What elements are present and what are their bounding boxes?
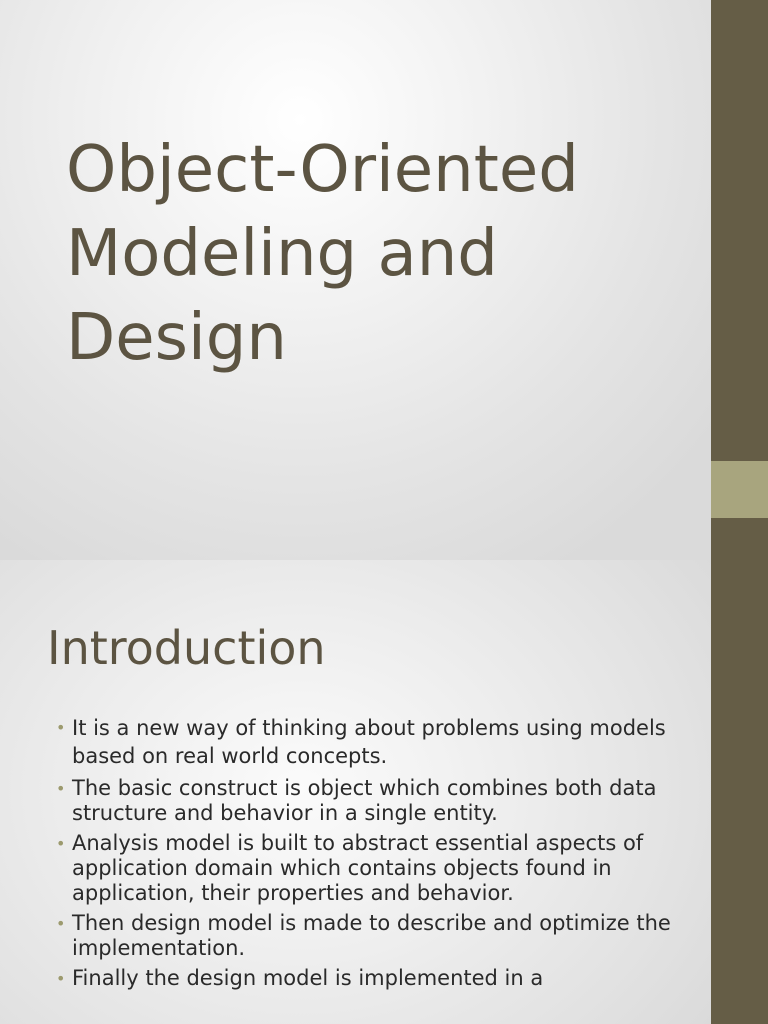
slide-title: Object-Oriented Modeling and Design	[66, 133, 579, 375]
bullet-item	[56, 776, 696, 826]
bullet-icon: •	[56, 969, 66, 988]
bullet-item	[56, 966, 696, 991]
bullet-icon: •	[56, 914, 66, 933]
bullet-item	[56, 714, 696, 770]
bullet-icon: •	[56, 718, 66, 737]
bullet-text: Finally the design model is implemented in a	[72, 966, 544, 990]
bullet-text: Then design model is made to describe and optimize the implementation.	[72, 911, 671, 960]
bullet-item	[56, 911, 696, 961]
bullet-text: The basic construct is object which combines both data structure and behavior in a single entity.	[72, 776, 657, 825]
bullet-icon: •	[56, 779, 66, 798]
bullet-icon: •	[56, 834, 66, 853]
bullet-list	[56, 714, 696, 996]
bullet-text: Analysis model is built to abstract essential aspects of application domain which contains objects found in application, their properties and behavior.	[72, 831, 644, 905]
bullet-text: It is a new way of thinking about problems using models based on real world concepts.	[72, 716, 666, 768]
introduction-slide	[0, 560, 768, 1024]
side-accent-block	[711, 461, 768, 518]
slide-heading: Introduction	[47, 621, 326, 675]
bullet-item	[56, 831, 696, 906]
